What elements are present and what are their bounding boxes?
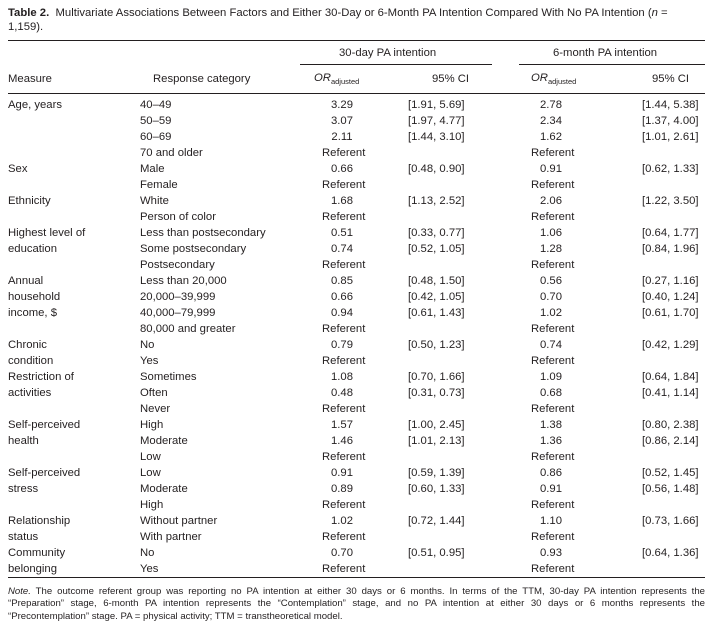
or-6month-cell: Referent bbox=[531, 323, 575, 335]
table-row bbox=[0, 113, 713, 129]
response-category-cell: High bbox=[140, 419, 164, 431]
header-bottom-rule bbox=[8, 93, 705, 94]
table-row bbox=[0, 97, 713, 113]
or-30day-cell: 1.08 bbox=[331, 371, 353, 383]
response-category-cell: Yes bbox=[140, 563, 159, 575]
ci-30day-cell: [0.61, 1.43] bbox=[408, 307, 465, 319]
measure-cell: education bbox=[8, 243, 57, 255]
or-6month-cell: Referent bbox=[531, 147, 575, 159]
response-category-cell: Sometimes bbox=[140, 371, 197, 383]
response-category-cell: High bbox=[140, 499, 164, 511]
or-6month-cell: 0.68 bbox=[540, 387, 562, 399]
table-row bbox=[0, 337, 713, 353]
response-category-cell: 60–69 bbox=[140, 131, 172, 143]
ci-30day-cell: [1.91, 5.69] bbox=[408, 99, 465, 111]
measure-cell: Community bbox=[8, 547, 66, 559]
table-row bbox=[0, 145, 713, 161]
or-6month-cell: 0.70 bbox=[540, 291, 562, 303]
ci-6month-cell: [0.86, 2.14] bbox=[642, 435, 699, 447]
ci-30day-cell: [0.59, 1.39] bbox=[408, 467, 465, 479]
measure-cell: status bbox=[8, 531, 39, 543]
or-30day-cell: 0.70 bbox=[331, 547, 353, 559]
table-row bbox=[0, 385, 713, 401]
header-30day: 30-day PA intention bbox=[339, 47, 437, 59]
response-category-cell: No bbox=[140, 339, 155, 351]
or-6month-cell: 2.78 bbox=[540, 99, 562, 111]
response-category-cell: Without partner bbox=[140, 515, 218, 527]
response-category-cell: Less than 20,000 bbox=[140, 275, 227, 287]
table-body bbox=[0, 97, 713, 577]
or-6month-cell: Referent bbox=[531, 451, 575, 463]
or-6month-cell: Referent bbox=[531, 355, 575, 367]
bottom-rule bbox=[8, 577, 705, 578]
table-row bbox=[0, 369, 713, 385]
response-category-cell: Moderate bbox=[140, 483, 188, 495]
or-30day-cell: 3.07 bbox=[331, 115, 353, 127]
ci-30day-cell: [1.01, 2.13] bbox=[408, 435, 465, 447]
table-row bbox=[0, 225, 713, 241]
ci-6month-cell: [0.40, 1.24] bbox=[642, 291, 699, 303]
or-30day-cell: Referent bbox=[322, 531, 366, 543]
or-30day-cell: 3.29 bbox=[331, 99, 353, 111]
response-category-cell: Often bbox=[140, 387, 168, 399]
response-category-cell: 40–49 bbox=[140, 99, 172, 111]
response-category-cell: Male bbox=[140, 163, 165, 175]
or-30day-cell: Referent bbox=[322, 147, 366, 159]
measure-cell: Self-perceived bbox=[8, 419, 81, 431]
table-row bbox=[0, 193, 713, 209]
response-category-cell: Female bbox=[140, 179, 178, 191]
ci-6month-cell: [0.62, 1.33] bbox=[642, 163, 699, 175]
or-30day-cell: Referent bbox=[322, 403, 366, 415]
or-6month-cell: Referent bbox=[531, 259, 575, 271]
measure-cell: Relationship bbox=[8, 515, 71, 527]
ci-30day-cell: [0.51, 0.95] bbox=[408, 547, 465, 559]
ci-6month-cell: [0.64, 1.36] bbox=[642, 547, 699, 559]
or-6month-cell: 1.10 bbox=[540, 515, 562, 527]
or-label: OR bbox=[531, 72, 548, 84]
ci-6month-cell: [0.42, 1.29] bbox=[642, 339, 699, 351]
top-rule bbox=[8, 40, 705, 41]
table-row bbox=[0, 353, 713, 369]
response-category-cell: With partner bbox=[140, 531, 202, 543]
response-category-cell: Less than postsecondary bbox=[140, 227, 266, 239]
or-label: OR bbox=[314, 72, 331, 84]
ci-6month-cell: [0.80, 2.38] bbox=[642, 419, 699, 431]
or-30day-cell: 1.46 bbox=[331, 435, 353, 447]
or-30day-cell: 0.74 bbox=[331, 243, 353, 255]
or-30day-cell: 1.57 bbox=[331, 419, 353, 431]
ci-30day-cell: [0.31, 0.73] bbox=[408, 387, 465, 399]
measure-cell: Annual bbox=[8, 275, 44, 287]
ci-6month-cell: [0.56, 1.48] bbox=[642, 483, 699, 495]
or-30day-cell: Referent bbox=[322, 323, 366, 335]
measure-cell: condition bbox=[8, 355, 54, 367]
measure-cell: Age, years bbox=[8, 99, 63, 111]
ci-6month-cell: [0.27, 1.16] bbox=[642, 275, 699, 287]
or-6month-cell: 1.02 bbox=[540, 307, 562, 319]
table-row bbox=[0, 529, 713, 545]
table-label: Table 2. bbox=[8, 7, 50, 19]
or-6month-cell: Referent bbox=[531, 403, 575, 415]
ci-6month-cell: [1.22, 3.50] bbox=[642, 195, 699, 207]
header-6month-underline bbox=[519, 64, 705, 65]
ci-30day-cell: [0.50, 1.23] bbox=[408, 339, 465, 351]
table-row bbox=[0, 305, 713, 321]
or-6month-cell: Referent bbox=[531, 563, 575, 575]
or-6month-cell: 0.93 bbox=[540, 547, 562, 559]
or-30day-cell: 2.11 bbox=[331, 131, 353, 143]
or-6month-cell: 1.28 bbox=[540, 243, 562, 255]
or-30day-cell: Referent bbox=[322, 355, 366, 367]
or-6month-cell: 2.06 bbox=[540, 195, 562, 207]
measure-cell: household bbox=[8, 291, 61, 303]
response-category-cell: No bbox=[140, 547, 155, 559]
or-30day-cell: Referent bbox=[322, 179, 366, 191]
table-row bbox=[0, 257, 713, 273]
or-30day-cell: 0.48 bbox=[331, 387, 353, 399]
table-row bbox=[0, 209, 713, 225]
or-30day-cell: Referent bbox=[322, 211, 366, 223]
ci-30day-cell: [0.52, 1.05] bbox=[408, 243, 465, 255]
note-text: The outcome referent group was reporting no PA intention at either 30 days or 6 months. In terms of the TTM, 30-day PA intention represents the “Preparation” stage, 6-month PA intention represents the “Contemplation” stage, and no PA intention at either 30 days or 6 months represents the “Precontemplation” stage. PA = physical activity; TTM = transtheoretical model. bbox=[8, 586, 705, 622]
sample-size-value: = 1,159). bbox=[8, 7, 668, 33]
ci-30day-cell: [0.33, 0.77] bbox=[408, 227, 465, 239]
response-category-cell: Low bbox=[140, 451, 161, 463]
table-note bbox=[8, 586, 705, 623]
or-6month-cell: 1.06 bbox=[540, 227, 562, 239]
table-row bbox=[0, 177, 713, 193]
measure-cell: activities bbox=[8, 387, 52, 399]
table-row bbox=[0, 481, 713, 497]
or-6month-cell: 1.36 bbox=[540, 435, 562, 447]
header-ci-6month: 95% CI bbox=[652, 73, 690, 85]
ci-30day-cell: [1.00, 2.45] bbox=[408, 419, 465, 431]
or-30day-cell: 1.68 bbox=[331, 195, 353, 207]
table-row bbox=[0, 129, 713, 145]
header-response-category: Response category bbox=[153, 73, 251, 85]
ci-30day-cell: [0.60, 1.33] bbox=[408, 483, 465, 495]
ci-6month-cell: [0.64, 1.84] bbox=[642, 371, 699, 383]
or-6month-cell: Referent bbox=[531, 499, 575, 511]
ci-6month-cell: [0.84, 1.96] bbox=[642, 243, 699, 255]
ci-30day-cell: [1.44, 3.10] bbox=[408, 131, 465, 143]
or-6month-cell: 2.34 bbox=[540, 115, 562, 127]
table-title: Multivariate Associations Between Factors and Either 30-Day or 6-Month PA Intention Compared With No PA Intention bbox=[55, 7, 645, 19]
or-6month-cell: 0.56 bbox=[540, 275, 562, 287]
response-category-cell: Yes bbox=[140, 355, 159, 367]
or-30day-cell: Referent bbox=[322, 451, 366, 463]
or-30day-cell: Referent bbox=[322, 259, 366, 271]
ci-6month-cell: [0.64, 1.77] bbox=[642, 227, 699, 239]
header-6month: 6-month PA intention bbox=[553, 47, 658, 59]
measure-cell: Restriction of bbox=[8, 371, 74, 383]
response-category-cell: 50–59 bbox=[140, 115, 172, 127]
ci-30day-cell: [0.48, 1.50] bbox=[408, 275, 465, 287]
or-30day-cell: 0.94 bbox=[331, 307, 353, 319]
or-30day-cell: 0.91 bbox=[331, 467, 353, 479]
response-category-cell: Postsecondary bbox=[140, 259, 215, 271]
or-30day-cell: 0.66 bbox=[331, 163, 353, 175]
response-category-cell: White bbox=[140, 195, 169, 207]
table-row bbox=[0, 561, 713, 577]
header-30day-underline bbox=[300, 64, 492, 65]
table-row bbox=[0, 321, 713, 337]
table-row bbox=[0, 465, 713, 481]
table-caption bbox=[8, 6, 705, 34]
table-row bbox=[0, 289, 713, 305]
header-or-30day bbox=[314, 71, 359, 89]
or-30day-cell: Referent bbox=[322, 563, 366, 575]
or-subscript: adjusted bbox=[547, 77, 577, 86]
table-row bbox=[0, 545, 713, 561]
or-30day-cell: 0.85 bbox=[331, 275, 353, 287]
or-30day-cell: 0.66 bbox=[331, 291, 353, 303]
measure-cell: Sex bbox=[8, 163, 28, 175]
or-6month-cell: 0.91 bbox=[540, 163, 562, 175]
measure-cell: income, $ bbox=[8, 307, 57, 319]
ci-30day-cell: [0.42, 1.05] bbox=[408, 291, 465, 303]
response-category-cell: 80,000 and greater bbox=[140, 323, 236, 335]
header-measure: Measure bbox=[8, 73, 52, 85]
table-row bbox=[0, 401, 713, 417]
note-label: Note. bbox=[8, 586, 31, 597]
response-category-cell: Some postsecondary bbox=[140, 243, 247, 255]
table-row bbox=[0, 449, 713, 465]
measure-cell: Ethnicity bbox=[8, 195, 51, 207]
ci-30day-cell: [1.13, 2.52] bbox=[408, 195, 465, 207]
or-6month-cell: Referent bbox=[531, 531, 575, 543]
or-6month-cell: Referent bbox=[531, 211, 575, 223]
ci-6month-cell: [0.61, 1.70] bbox=[642, 307, 699, 319]
response-category-cell: Low bbox=[140, 467, 161, 479]
or-30day-cell: 0.79 bbox=[331, 339, 353, 351]
or-30day-cell: 0.51 bbox=[331, 227, 353, 239]
ci-6month-cell: [0.73, 1.66] bbox=[642, 515, 699, 527]
measure-cell: Chronic bbox=[8, 339, 47, 351]
ci-30day-cell: [0.70, 1.66] bbox=[408, 371, 465, 383]
table-row bbox=[0, 433, 713, 449]
ci-6month-cell: [0.41, 1.14] bbox=[642, 387, 699, 399]
or-6month-cell: 0.86 bbox=[540, 467, 562, 479]
header-ci-30day: 95% CI bbox=[432, 73, 470, 85]
measure-cell: stress bbox=[8, 483, 39, 495]
or-6month-cell: 0.91 bbox=[540, 483, 562, 495]
measure-cell: belonging bbox=[8, 563, 57, 575]
ci-30day-cell: [0.48, 0.90] bbox=[408, 163, 465, 175]
response-category-cell: Moderate bbox=[140, 435, 188, 447]
header-or-6month bbox=[531, 71, 576, 89]
or-30day-cell: Referent bbox=[322, 499, 366, 511]
or-subscript: adjusted bbox=[330, 77, 360, 86]
table-row bbox=[0, 161, 713, 177]
sample-size-n: n bbox=[651, 7, 658, 19]
ci-30day-cell: [0.72, 1.44] bbox=[408, 515, 465, 527]
ci-6month-cell: [1.01, 2.61] bbox=[642, 131, 699, 143]
response-category-cell: Never bbox=[140, 403, 171, 415]
measure-cell: Self-perceived bbox=[8, 467, 81, 479]
measure-cell: Highest level of bbox=[8, 227, 86, 239]
response-category-cell: 70 and older bbox=[140, 147, 203, 159]
ci-6month-cell: [1.44, 5.38] bbox=[642, 99, 699, 111]
table-row bbox=[0, 241, 713, 257]
table-row bbox=[0, 513, 713, 529]
or-6month-cell: Referent bbox=[531, 179, 575, 191]
or-6month-cell: 1.62 bbox=[540, 131, 562, 143]
or-6month-cell: 1.09 bbox=[540, 371, 562, 383]
table-row bbox=[0, 273, 713, 289]
response-category-cell: 40,000–79,999 bbox=[140, 307, 216, 319]
ci-6month-cell: [0.52, 1.45] bbox=[642, 467, 699, 479]
ci-6month-cell: [1.37, 4.00] bbox=[642, 115, 699, 127]
sample-size-open: ( bbox=[647, 7, 652, 19]
or-6month-cell: 1.38 bbox=[540, 419, 562, 431]
ci-30day-cell: [1.97, 4.77] bbox=[408, 115, 465, 127]
or-30day-cell: 1.02 bbox=[331, 515, 353, 527]
measure-cell: health bbox=[8, 435, 39, 447]
table-row bbox=[0, 497, 713, 513]
or-6month-cell: 0.74 bbox=[540, 339, 562, 351]
response-category-cell: Person of color bbox=[140, 211, 216, 223]
or-30day-cell: 0.89 bbox=[331, 483, 353, 495]
response-category-cell: 20,000–39,999 bbox=[140, 291, 216, 303]
table-row bbox=[0, 417, 713, 433]
